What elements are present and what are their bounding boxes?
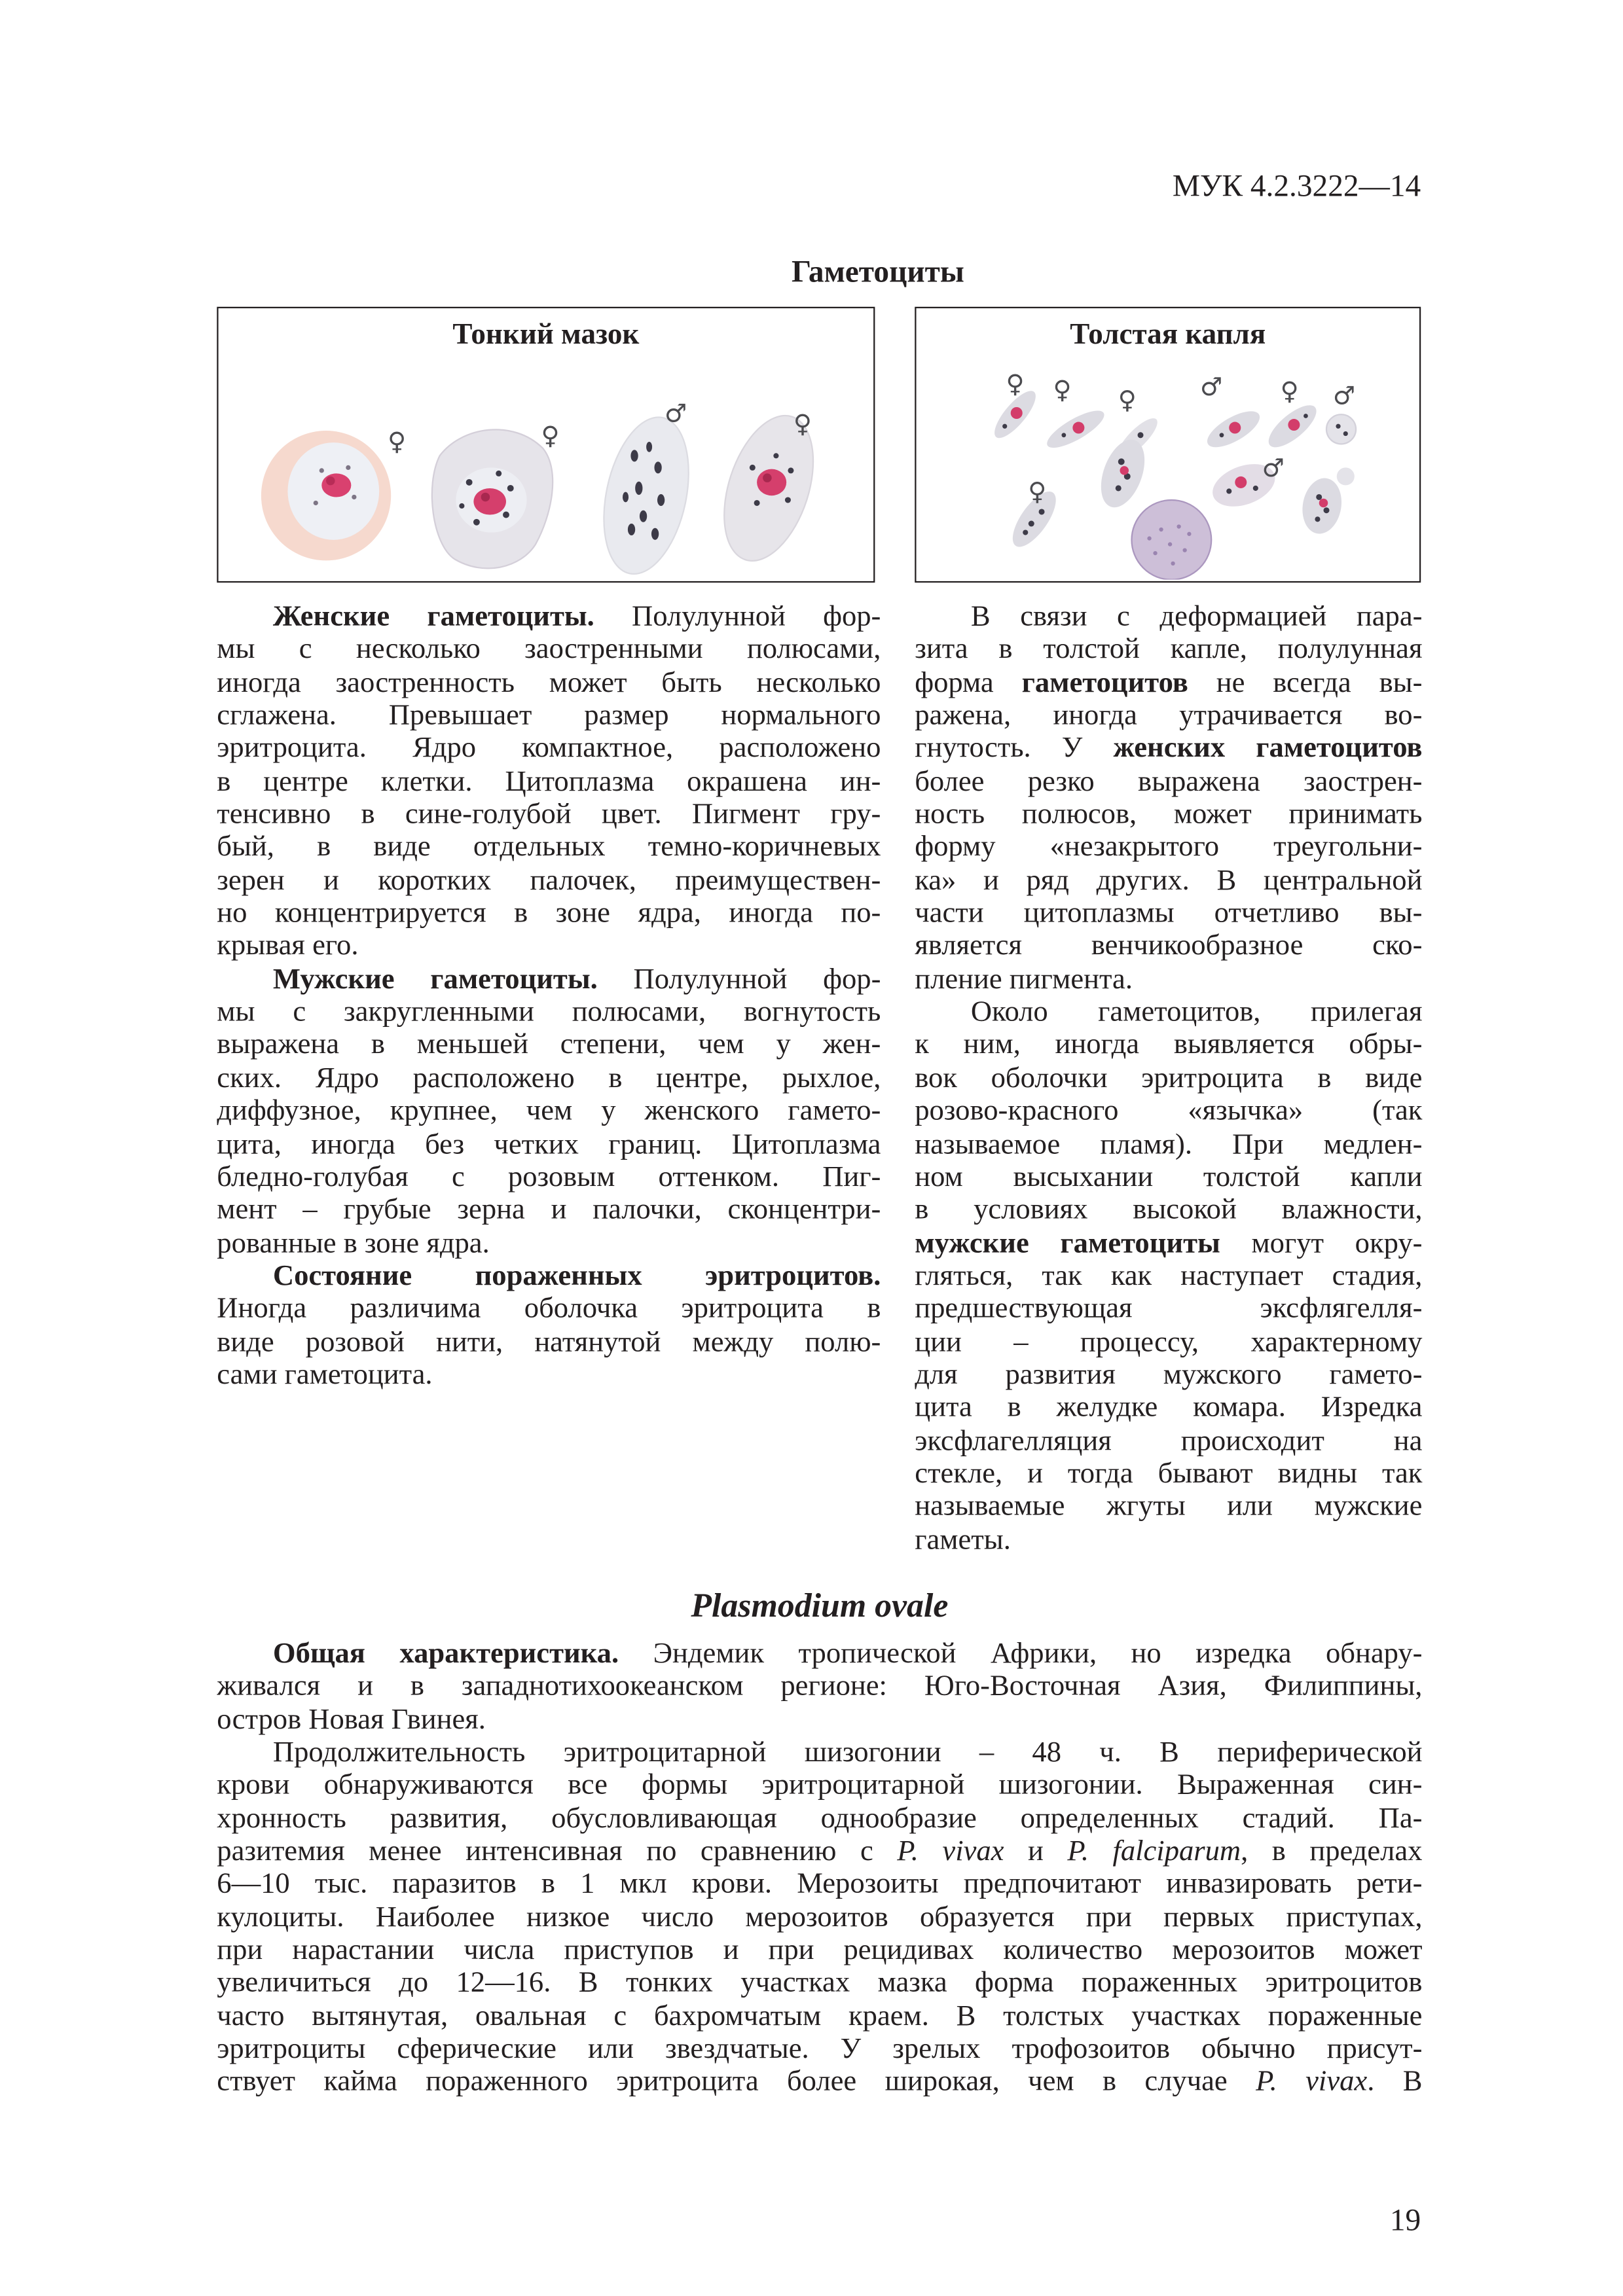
plain-text: крови обнаруживаются все формы эритроцитарной шизогонии. Выраженная син- (217, 1768, 1423, 1802)
text-line (915, 1194, 1422, 1227)
parasite-fragment (1042, 404, 1109, 454)
text-line (915, 930, 1422, 963)
italic-text: P. vivax (1256, 2066, 1368, 2098)
bold-text: Состояние пораженных эритроцитов. (272, 1259, 881, 1292)
plain-text: бледно-голубая с розовым оттенком. Пиг- (217, 1160, 881, 1193)
text-line (217, 1259, 881, 1292)
text-line (915, 1259, 1422, 1292)
plain-text: ских. Ядро расположено в центре, рыхлое, (217, 1062, 881, 1094)
plain-text: гляться, так как наступает стадия, (915, 1259, 1423, 1292)
bold-text: гаметоцитов (1021, 666, 1188, 699)
bold-text: женских гаметоцитов (1113, 732, 1423, 765)
plain-text: остров Новая Гвинея. (217, 1703, 486, 1736)
document-code-header: МУК 4.2.3222—14 (1172, 168, 1421, 204)
plain-text: . В (1367, 2066, 1423, 2098)
plain-text: части цитоплазмы отчетливо вы- (915, 897, 1423, 929)
text-line (217, 2000, 1422, 2032)
plain-text: цита в желудке комара. Изредка (915, 1391, 1423, 1424)
female-symbol: ♀ (1053, 375, 1072, 405)
plain-text: более резко выражена заострен- (915, 764, 1423, 798)
female-symbol: ♀ (541, 421, 560, 451)
plain-text: зита в толстой капле, полулунная (915, 633, 1423, 666)
text-line (915, 666, 1422, 699)
thick-drop-figure (915, 307, 1421, 583)
text-line (217, 1227, 881, 1259)
plain-text: Полулунной фор- (597, 963, 881, 996)
leukocyte (1132, 500, 1212, 580)
text-line (915, 1523, 1422, 1556)
male-gametocyte-cell (591, 410, 702, 580)
plain-text: розово-красного «язычка» (так (915, 1094, 1423, 1128)
left-text-column (217, 600, 881, 1391)
text-line (915, 963, 1422, 996)
text-line (915, 1358, 1422, 1391)
plain-text: кулоциты. Наиболее низкое число мерозоитов образуется при первых приступах, (217, 1901, 1423, 1933)
plain-text: называемые жгуты или мужские (915, 1490, 1423, 1523)
plain-text: зерен и коротких палочек, преимуществен- (217, 864, 881, 897)
plain-text: в условиях высокой влажности, (915, 1193, 1423, 1227)
figure-title-thin-smear: Тонкий мазок (452, 318, 640, 351)
bold-text: мужские гаметоциты (915, 1226, 1220, 1259)
text-line (217, 1293, 881, 1325)
plain-text: Продолжительность эритроцитарной шизогонии – 48 ч. В периферической (272, 1736, 1423, 1769)
plain-text: ном высыхании толстой капли (915, 1160, 1423, 1193)
plain-text: вок оболочки эритроцита в виде (915, 1062, 1423, 1094)
plain-text: сглажена. Превышает размер нормального (217, 699, 881, 732)
plain-text: эритроциты сферические или звездчатые. У зрелых трофозоитов обычно присут- (217, 2032, 1423, 2066)
bold-text: Общая характеристика. (272, 1637, 619, 1670)
text-line (217, 996, 881, 1028)
figure-title-thick-drop: Толстая капля (1070, 318, 1266, 351)
plain-text: для развития мужского гамето- (915, 1358, 1423, 1391)
text-line (217, 1325, 881, 1358)
plain-text: разитемия менее интенсивная по сравнению с (217, 1835, 898, 1868)
plain-text: цита, иногда без четких границ. Цитоплазма (217, 1127, 881, 1160)
text-line (217, 1835, 1422, 1868)
text-line (217, 963, 881, 996)
plain-text: форма (915, 666, 1022, 699)
text-line (217, 1637, 1422, 1670)
page-number: 19 (1389, 2202, 1421, 2238)
male-symbol: ♂ (1332, 381, 1356, 411)
plain-text: бый, в виде отдельных темно-коричневых (217, 831, 881, 864)
text-line (915, 732, 1422, 765)
parasite-fragment (1337, 467, 1355, 485)
plain-text: ражена, иногда утрачивается во- (915, 699, 1423, 732)
italic-text: P. vivax (897, 1835, 1004, 1868)
text-line (915, 1325, 1422, 1358)
text-line (217, 1128, 881, 1160)
plain-text: и (1004, 1835, 1068, 1868)
plain-text: форму «незакрытого треугольни- (915, 831, 1423, 864)
text-line (217, 765, 881, 798)
plain-text: виде розовой нити, натянутой между полю- (217, 1325, 881, 1358)
parasite-fragment (1202, 404, 1265, 454)
ovale-text-block (217, 1637, 1422, 2098)
female-symbol: ♀ (1280, 376, 1299, 406)
text-line (915, 1062, 1422, 1094)
plasmodium-ovale-heading: Plasmodium ovale (691, 1587, 949, 1624)
plain-text: гнутость. У (915, 732, 1114, 765)
text-line (915, 1160, 1422, 1193)
plain-text: Около гаметоцитов, прилегая (970, 996, 1423, 1029)
text-line (915, 600, 1422, 633)
plain-text: мы с закругленными полюсами, вогнутость (217, 996, 881, 1029)
plain-text: Полулунной фор- (594, 600, 881, 633)
text-line (217, 798, 881, 831)
plain-text: предшествующая эксфлягелля- (915, 1292, 1423, 1325)
plain-text: является венчикообразное ско- (915, 929, 1423, 963)
plain-text: ствует кайма пораженного эритроцита более широкая, чем в случае (217, 2066, 1256, 2098)
text-line (217, 1670, 1422, 1703)
plain-text: мы с несколько заостренными полюсами, (217, 633, 881, 666)
text-line (217, 897, 881, 929)
plain-text: живался и в западнотихоокеанском регионе: Юго-Восточная Азия, Филиппины, (217, 1670, 1423, 1703)
text-line (217, 1868, 1422, 1901)
section-title: Гаметоциты (791, 253, 964, 289)
plain-text: хронность развития, обусловливающая однообразие определенных стадий. Па- (217, 1802, 1423, 1835)
text-line (217, 666, 881, 699)
plain-text: диффузное, крупнее, чем у женского гамето- (217, 1094, 881, 1128)
plain-text: мент – грубые зерна и палочки, сконцентри- (217, 1193, 881, 1227)
text-line (915, 1095, 1422, 1128)
plain-text: увеличиться до 12—16. В тонких участках мазка форма пораженных эритроцитов (217, 1967, 1423, 2000)
female-symbol: ♀ (1028, 476, 1047, 507)
text-line (915, 798, 1422, 831)
plain-text: рованные в зоне ядра. (217, 1226, 490, 1259)
plain-text: ка» и ряд других. В центральной (915, 864, 1423, 897)
text-line (915, 996, 1422, 1028)
text-line (217, 1095, 881, 1128)
female-symbol: ♀ (793, 409, 812, 439)
female-symbol: ♀ (1006, 369, 1025, 399)
plain-text: крывая его. (217, 929, 359, 963)
bold-text: Мужские гаметоциты. (272, 963, 598, 996)
text-line (915, 1424, 1422, 1457)
text-line (915, 1029, 1422, 1062)
text-line (217, 831, 881, 864)
plain-text: эритроцита. Ядро компактное, расположено (217, 732, 881, 765)
text-line (217, 1901, 1422, 1933)
text-line (217, 1967, 1422, 2000)
text-line (915, 1457, 1422, 1490)
text-line (217, 1160, 881, 1193)
plain-text: эксфлагелляция происходит на (915, 1424, 1423, 1457)
text-line (915, 634, 1422, 666)
text-line (217, 699, 881, 732)
plain-text: называемое пламя). При медлен- (915, 1127, 1423, 1160)
text-line (217, 2033, 1422, 2066)
plain-text: к ним, иногда выявляется обры- (915, 1028, 1423, 1062)
text-line (217, 1703, 1422, 1736)
plain-text: Иногда различима оболочка эритроцита в (217, 1292, 881, 1325)
male-symbol: ♂ (1200, 372, 1223, 402)
text-line (217, 2066, 1422, 2098)
plain-text: Эндемик тропической Африки, но изредка обнару- (619, 1637, 1423, 1670)
text-line (915, 1227, 1422, 1259)
bold-text: Женские гаметоциты. (272, 600, 594, 633)
text-line (217, 1802, 1422, 1835)
parasite-fragment (1326, 414, 1356, 444)
female-symbol: ♀ (1118, 386, 1137, 416)
text-line (217, 1062, 881, 1094)
plain-text: , в пределах (1241, 1835, 1423, 1868)
text-line (915, 1490, 1422, 1523)
text-line (915, 699, 1422, 732)
plain-text: стекле, и тогда бывают видны так (915, 1457, 1423, 1490)
plain-text: пление пигмента. (915, 963, 1133, 996)
male-symbol: ♂ (1262, 453, 1285, 483)
italic-text: P. falciparum (1067, 1835, 1241, 1868)
text-line (915, 831, 1422, 864)
plain-text: но концентрируется в зоне ядра, иногда по- (217, 897, 881, 929)
plain-text: при нарастании числа приступов и при рецидивах количество мерозоитов может (217, 1933, 1423, 1967)
female-gametocyte-cell-1 (261, 431, 391, 560)
plain-text: не всегда вы- (1188, 666, 1423, 699)
plain-text: иногда заостренность может быть несколько (217, 666, 881, 699)
plain-text: 6—10 тыс. паразитов в 1 мкл крови. Мерозоиты предпочитают инвазировать рети- (217, 1867, 1423, 1901)
text-line (217, 864, 881, 897)
plain-text: могут окру- (1220, 1226, 1423, 1259)
text-line (217, 600, 881, 633)
text-line (217, 634, 881, 666)
text-line (915, 1293, 1422, 1325)
text-line (217, 1934, 1422, 1967)
right-text-column (915, 600, 1422, 1556)
text-line (217, 930, 881, 963)
text-line (217, 1769, 1422, 1802)
text-line (217, 1194, 881, 1227)
text-line (915, 864, 1422, 897)
female-gametocyte-cell-2 (432, 429, 553, 568)
plain-text: гаметы. (915, 1523, 1011, 1556)
text-line (915, 765, 1422, 798)
plain-text: выражена в меньшей степени, чем у жен- (217, 1028, 881, 1062)
text-line (915, 1128, 1422, 1160)
female-symbol: ♀ (388, 427, 407, 457)
parasite-fragment (1262, 399, 1322, 455)
text-line (915, 1391, 1422, 1424)
plain-text: ность полюсов, может принимать (915, 798, 1423, 831)
text-line (915, 897, 1422, 929)
male-symbol: ♂ (664, 399, 687, 429)
plain-text: тенсивно в сине-голубой цвет. Пигмент гру- (217, 798, 881, 831)
text-line (217, 732, 881, 765)
text-line (217, 1736, 1422, 1769)
plain-text: В связи с деформацией пара- (970, 600, 1423, 633)
parasite-fragment (1298, 475, 1346, 537)
text-line (217, 1029, 881, 1062)
plain-text: в центре клетки. Цитоплазма окрашена ин- (217, 764, 881, 798)
plain-text: часто вытянутая, овальная с бахромчатым краем. В толстых участках пораженные (217, 2000, 1423, 2032)
thin-smear-figure (217, 307, 875, 583)
plain-text: сами гаметоцита. (217, 1358, 433, 1391)
plain-text: ции – процессу, характерному (915, 1325, 1423, 1358)
text-line (217, 1358, 881, 1391)
parasite-fragment (1093, 434, 1153, 514)
